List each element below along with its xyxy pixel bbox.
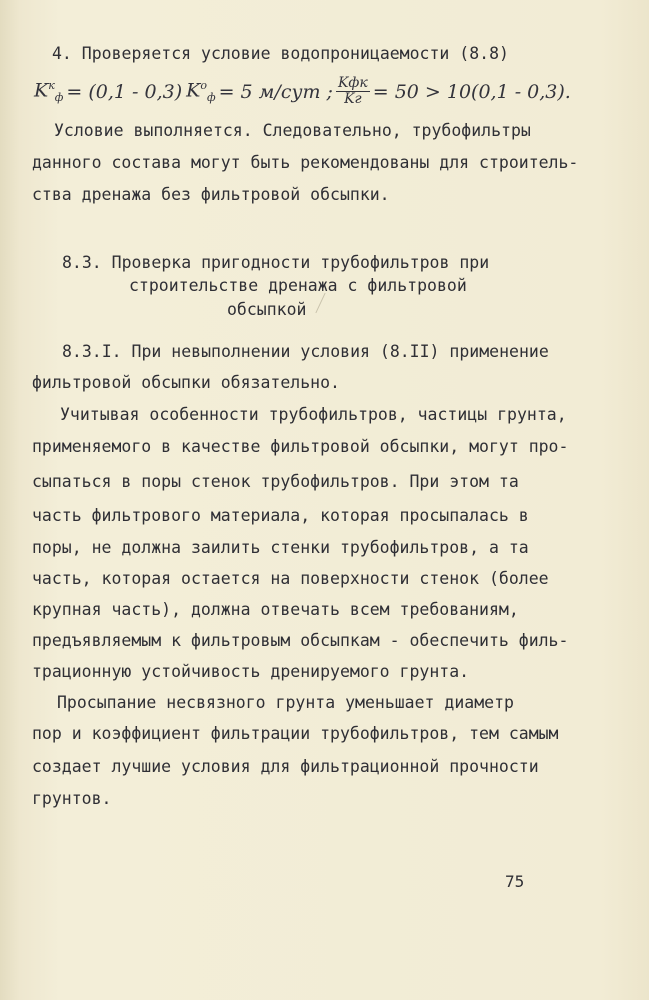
paragraph-line: применяемого в качестве фильтровой обсыпки, могут про-	[32, 437, 569, 456]
section-title: строительстве дренажа с фильтровой	[129, 276, 467, 295]
formula	[34, 76, 571, 107]
section-title: 8.3. Проверка пригодности трубофильтров при	[62, 253, 490, 272]
paragraph-line: Учитывая особенности трубофильтров, частицы грунта,	[60, 405, 567, 424]
paragraph-line: предъявляемым к фильтровым обсыпкам - обеспечить филь-	[32, 631, 569, 650]
fraction-denominator: Kг	[344, 91, 362, 107]
formula-fraction	[336, 76, 370, 107]
page-number: 75	[505, 872, 525, 891]
paragraph-line: ства дренажа без фильтровой обсыпки.	[32, 185, 390, 204]
paragraph-line: сыпаться в поры стенок трубофильтров. При этом та	[32, 472, 519, 491]
fraction-numerator: Kфк	[337, 75, 368, 91]
paragraph-line: 4. Проверяется условие водопроницаемости (8.8)	[52, 44, 509, 63]
formula-k: $K^к_ф$	[34, 78, 64, 105]
formula-part: = (0,1 - 0,3)	[66, 80, 183, 103]
formula-sub: ф	[54, 91, 64, 105]
formula-part: = 5 м/сут ;	[218, 80, 333, 103]
paragraph-line: часть, которая остается на поверхности стенок (более	[32, 569, 549, 588]
paragraph-line: крупная часть), должна отвечать всем требованиям,	[32, 600, 519, 619]
paragraph-line: создает лучшие условия для фильтрационной прочности	[32, 757, 539, 776]
paragraph-line: часть фильтрового материала, которая просыпалась в	[32, 506, 529, 525]
paragraph-line: данного состава могут быть рекомендованы для строитель-	[32, 153, 579, 172]
paragraph-line: фильтровой обсыпки обязательно.	[32, 373, 340, 392]
formula-sup: о	[200, 78, 207, 92]
section-title: обсыпкой	[227, 300, 307, 319]
paragraph-line: Просыпание несвязного грунта уменьшает диаметр	[57, 693, 514, 712]
pencil-mark	[315, 293, 325, 313]
formula-k0: $K^о_ф$	[186, 78, 216, 105]
paragraph-line: поры, не должна заилить стенки трубофильтров, а та	[32, 538, 529, 557]
formula-sub: ф	[206, 91, 216, 105]
formula-part: = 50 > 10(0,1 - 0,3).	[372, 80, 571, 103]
paragraph-line: трационную устойчивость дренируемого грунта.	[32, 662, 470, 681]
paragraph-line: 8.3.I. При невыполнении условия (8.II) применение	[62, 342, 549, 361]
paragraph-line: Условие выполняется. Следовательно, трубофильтры	[54, 121, 531, 140]
paragraph-line: грунтов.	[32, 789, 112, 808]
formula-sup: к	[48, 78, 55, 92]
paragraph-line: пор и коэффициент фильтрации трубофильтров, тем самым	[32, 724, 559, 743]
